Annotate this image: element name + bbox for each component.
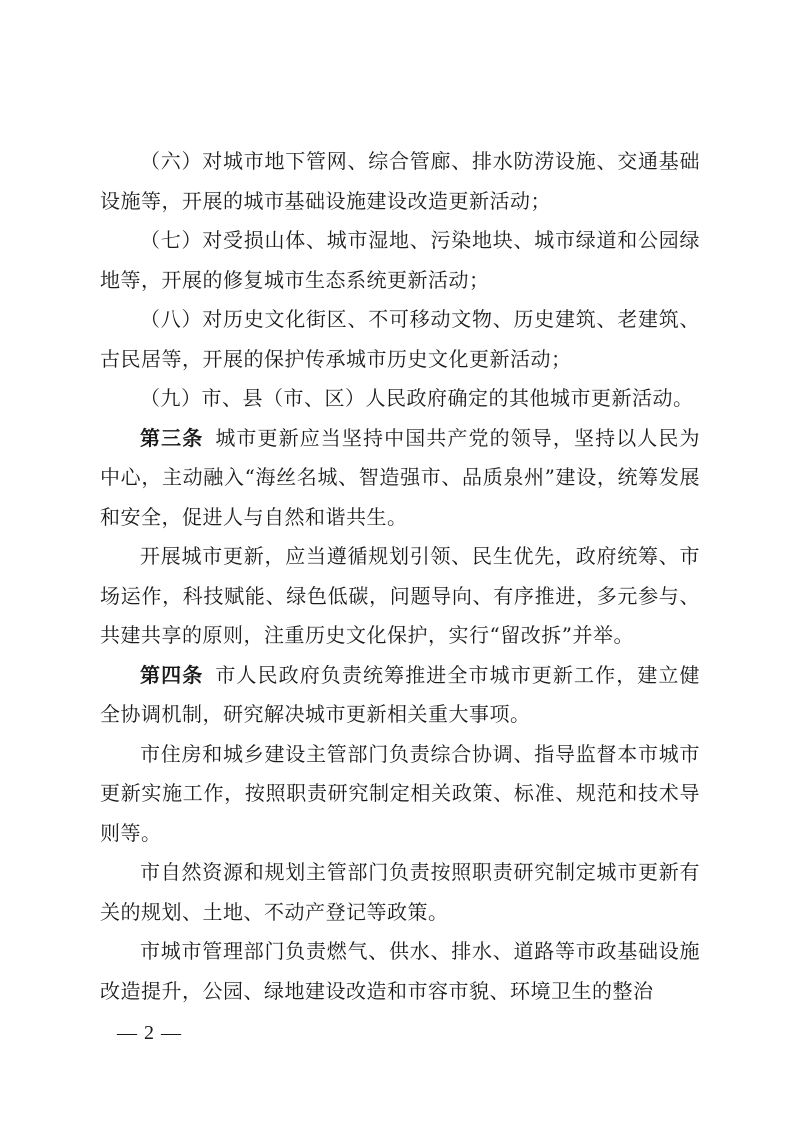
paragraph-item-8: [100, 300, 700, 379]
article-number: 第四条: [140, 662, 204, 687]
paragraph-text: （七）对受损山体、城市湿地、污染地块、城市绿道和公园绿地等，开展的修复城市生态系统更新活动；: [100, 228, 700, 292]
article-3: [100, 419, 700, 538]
paragraph-item-6: [100, 142, 700, 221]
paragraph-text: 市自然资源和规划主管部门负责按照职责研究制定城市更新有关的规划、土地、不动产登记等政策。: [100, 860, 700, 924]
paragraph-text: （九）市、县（市、区）人民政府确定的其他城市更新活动。: [140, 386, 694, 410]
article-4-paragraph-2: [100, 735, 700, 854]
article-3-paragraph-2: [100, 537, 700, 656]
paragraph-item-7: [100, 221, 700, 300]
paragraph-text: 市住房和城乡建设主管部门负责综合协调、指导监督本市城市更新实施工作，按照职责研究制定相关政策、标准、规范和技术导则等。: [100, 741, 700, 845]
article-4: [100, 656, 700, 735]
document-body: [100, 142, 700, 1011]
paragraph-text: 市人民政府负责统筹推进全市城市更新工作，建立健全协调机制，研究解决城市更新相关重大事项。: [100, 662, 701, 726]
paragraph-item-9: [100, 379, 700, 419]
paragraph-text: （八）对历史文化街区、不可移动文物、历史建筑、老建筑、古民居等，开展的保护传承城市历史文化更新活动；: [100, 307, 700, 371]
article-4-paragraph-3: [100, 853, 700, 932]
page-number: — 2 —: [117, 1022, 182, 1044]
paragraph-text: （六）对城市地下管网、综合管廊、排水防涝设施、交通基础设施等，开展的城市基础设施建设改造更新活动；: [100, 149, 700, 213]
paragraph-text: 城市更新应当坚持中国共产党的领导，坚持以人民为中心，主动融入“海丝名城、智造强市、品质泉州”建设，统筹发展和安全，促进人与自然和谐共生。: [100, 425, 701, 529]
paragraph-text: 开展城市更新，应当遵循规划引领、民生优先，政府统筹、市场运作，科技赋能、绿色低碳，问题导向、有序推进，多元参与、共建共享的原则，注重历史文化保护，实行“留改拆”并举。: [100, 544, 700, 647]
article-number: 第三条: [140, 425, 204, 450]
article-4-paragraph-4: [100, 932, 700, 1011]
paragraph-text: 市城市管理部门负责燃气、供水、排水、道路等市政基础设施改造提升，公园、绿地建设改造和市容市貌、环境卫生的整治: [100, 939, 700, 1003]
